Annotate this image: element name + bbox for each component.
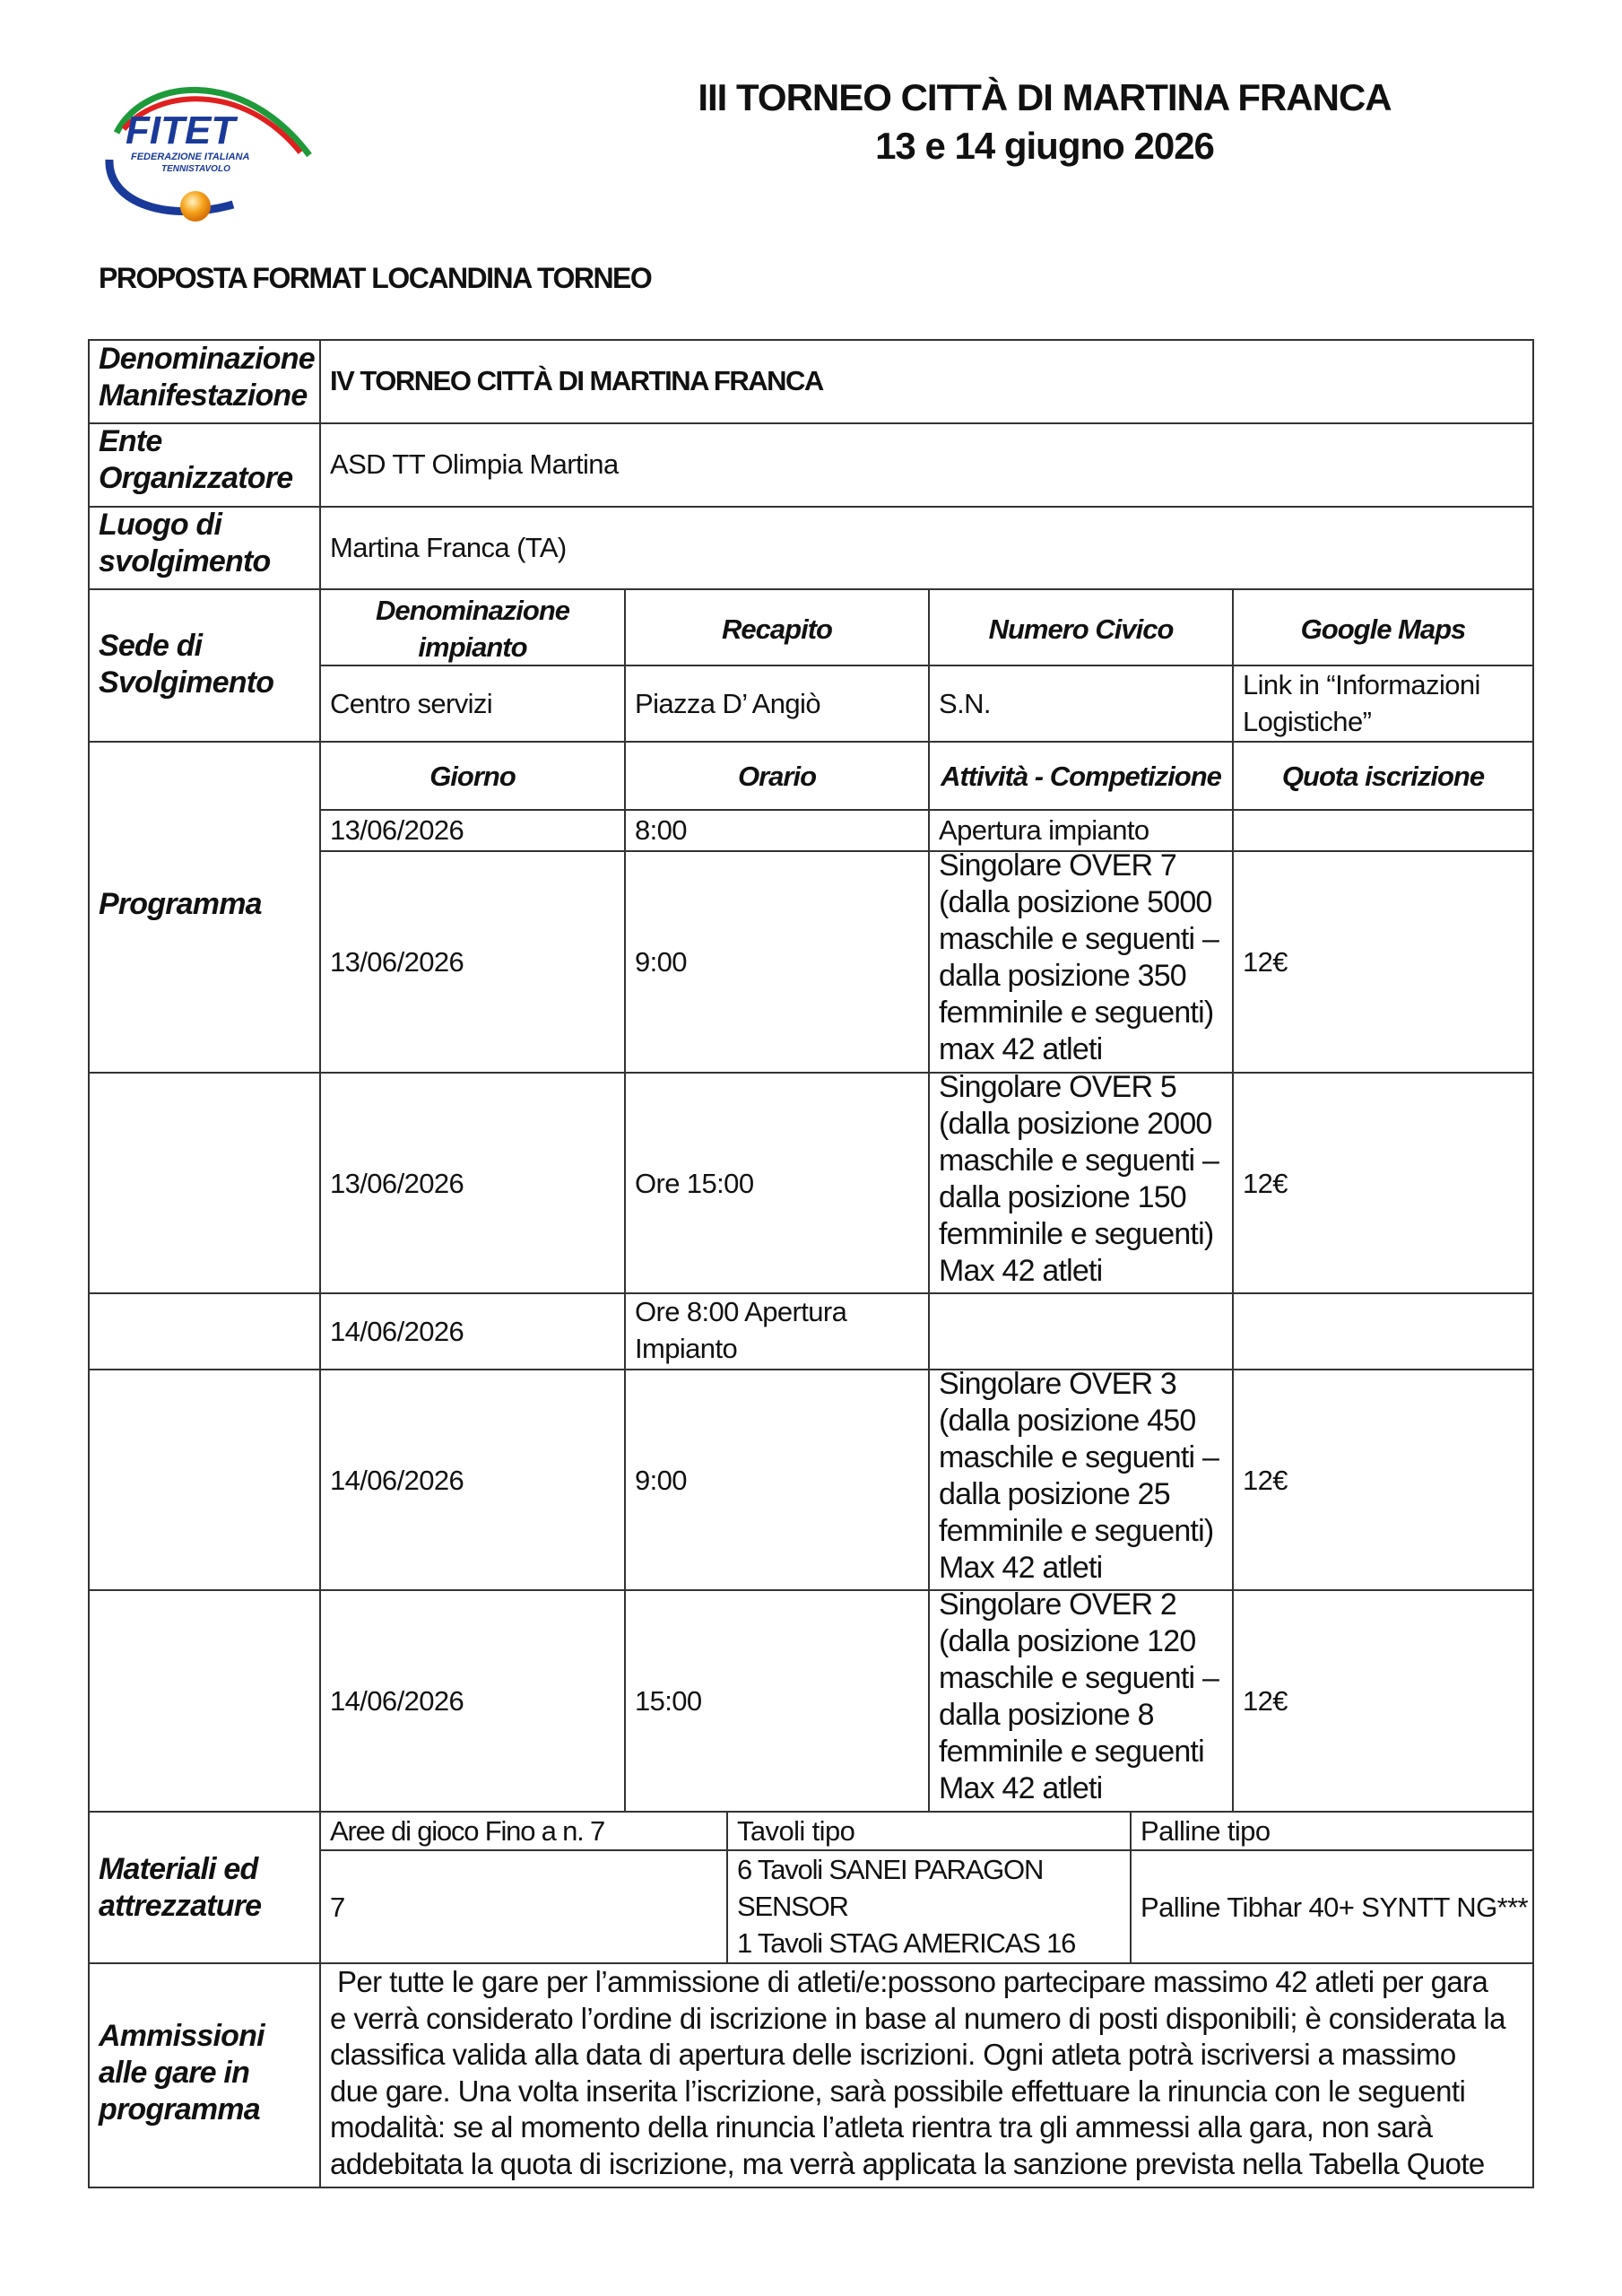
r1-attivita: Apertura impianto: [939, 814, 1149, 846]
r6-quota: 12€: [1243, 1685, 1288, 1717]
header-maps: Google Maps: [1300, 613, 1466, 645]
label-materiali: Materiali ed attrezzature: [99, 1852, 262, 1923]
r4-orario: Ore 8:00 Apertura Impianto: [635, 1296, 847, 1364]
r6-orario: 15:00: [635, 1685, 702, 1717]
logo-sub1: FEDERAZIONE ITALIANA: [131, 152, 250, 162]
r2-orario: 9:00: [635, 946, 687, 978]
logo-sub2: TENNISTAVOLO: [161, 164, 230, 174]
value-ente: ASD TT Olimpia Martina: [330, 448, 619, 480]
r5-orario: 9:00: [635, 1465, 687, 1496]
ammissioni-text: Per tutte le gare per l’ammissione di atleti/e:possono partecipare massimo 42 atleti per gara e verrà considerato l’ordine di iscrizione in base al numero di posti disponibili; è considerata la classifica valida alla data di apertura delle iscrizioni. Ogni atleta potrà iscriversi a massimo due gare. Una volta inserita l’iscrizione, sarà possibile effettuare la rinuncia con le seguenti modalità: se al momento della rinuncia l’atleta rientra tra gli ammessi alla gara, non sarà addebitata la quota di iscrizione, ma verrà applicata la sanzione prevista nella Tabella Quote: [330, 1965, 1505, 2180]
label-ammissioni: Ammissioni alle gare in programma: [99, 2019, 265, 2126]
value-civico: S.N.: [939, 688, 991, 719]
header-civico: Numero Civico: [988, 613, 1174, 645]
value-luogo: Martina Franca (TA): [330, 532, 567, 563]
value-denominazione: IV TORNEO CITTÀ DI MARTINA FRANCA: [330, 365, 823, 396]
label-ente: Ente Organizzatore: [99, 424, 293, 495]
r3-orario: Ore 15:00: [635, 1168, 754, 1199]
r3-giorno: 13/06/2026: [330, 1168, 464, 1199]
r3-attivita: Singolare OVER 5 (dalla posizione 2000 maschile e seguenti – dalla posizione 150 femminile e seguenti) Max 42 atleti: [939, 1070, 1219, 1288]
header-impianto: Denominazione impianto: [375, 595, 570, 663]
label-denominazione: Denominazione Manifestazione: [99, 342, 315, 413]
value-palline: Palline Tibhar 40+ SYNTT NG***: [1141, 1892, 1528, 1923]
value-impianto: Centro servizi: [330, 688, 493, 719]
r5-quota: 12€: [1243, 1465, 1288, 1496]
r6-attivita: Singolare OVER 2 (dalla posizione 120 maschile e seguenti – dalla posizione 8 femminile e seguenti Max 42 atleti: [939, 1587, 1219, 1805]
document-subtitle: PROPOSTA FORMAT LOCANDINA TORNEO: [99, 262, 652, 294]
r2-attivita: Singolare OVER 7 (dalla posizione 5000 maschile e seguenti – dalla posizione 350 femminile e seguenti) max 42 atleti: [939, 848, 1219, 1066]
header-tavoli: Tavoli tipo: [737, 1815, 855, 1847]
label-sede: Sede di Svolgimento: [99, 629, 274, 700]
label-programma: Programma: [99, 887, 262, 921]
header-recapito: Recapito: [722, 613, 832, 645]
header-palline: Palline tipo: [1141, 1815, 1271, 1847]
r2-giorno: 13/06/2026: [330, 946, 464, 978]
header-orario: Orario: [737, 761, 817, 792]
r1-giorno: 13/06/2026: [330, 814, 464, 846]
r2-quota: 12€: [1243, 946, 1288, 978]
value-aree: 7: [330, 1892, 345, 1923]
header-giorno: Giorno: [429, 761, 516, 792]
page-title: III TORNEO CITTÀ DI MARTINA FRANCA 13 e 14 giugno 2026: [698, 76, 1392, 167]
value-maps-link: Link in “Informazioni Logistiche”: [1243, 669, 1480, 737]
header-quota: Quota iscrizione: [1281, 761, 1485, 792]
value-tavoli: 6 Tavoli SANEI PARAGON SENSOR 1 Tavoli STAG AMERICAS 16: [737, 1854, 1076, 1959]
value-recapito: Piazza D’ Angiò: [635, 688, 820, 719]
label-luogo: Luogo di svolgimento: [99, 508, 271, 578]
r5-giorno: 14/06/2026: [330, 1465, 464, 1496]
logo-text: FITET: [126, 109, 236, 152]
r1-orario: 8:00: [635, 814, 687, 846]
header-attivita: Attività - Competizione: [941, 761, 1221, 792]
r5-attivita: Singolare OVER 3 (dalla posizione 450 maschile e seguenti – dalla posizione 25 femminile e seguenti) Max 42 atleti: [939, 1367, 1219, 1585]
header-aree: Aree di gioco Fino a n. 7: [330, 1815, 605, 1847]
r3-quota: 12€: [1243, 1168, 1288, 1199]
r4-giorno: 14/06/2026: [330, 1316, 464, 1347]
r6-giorno: 14/06/2026: [330, 1685, 464, 1717]
